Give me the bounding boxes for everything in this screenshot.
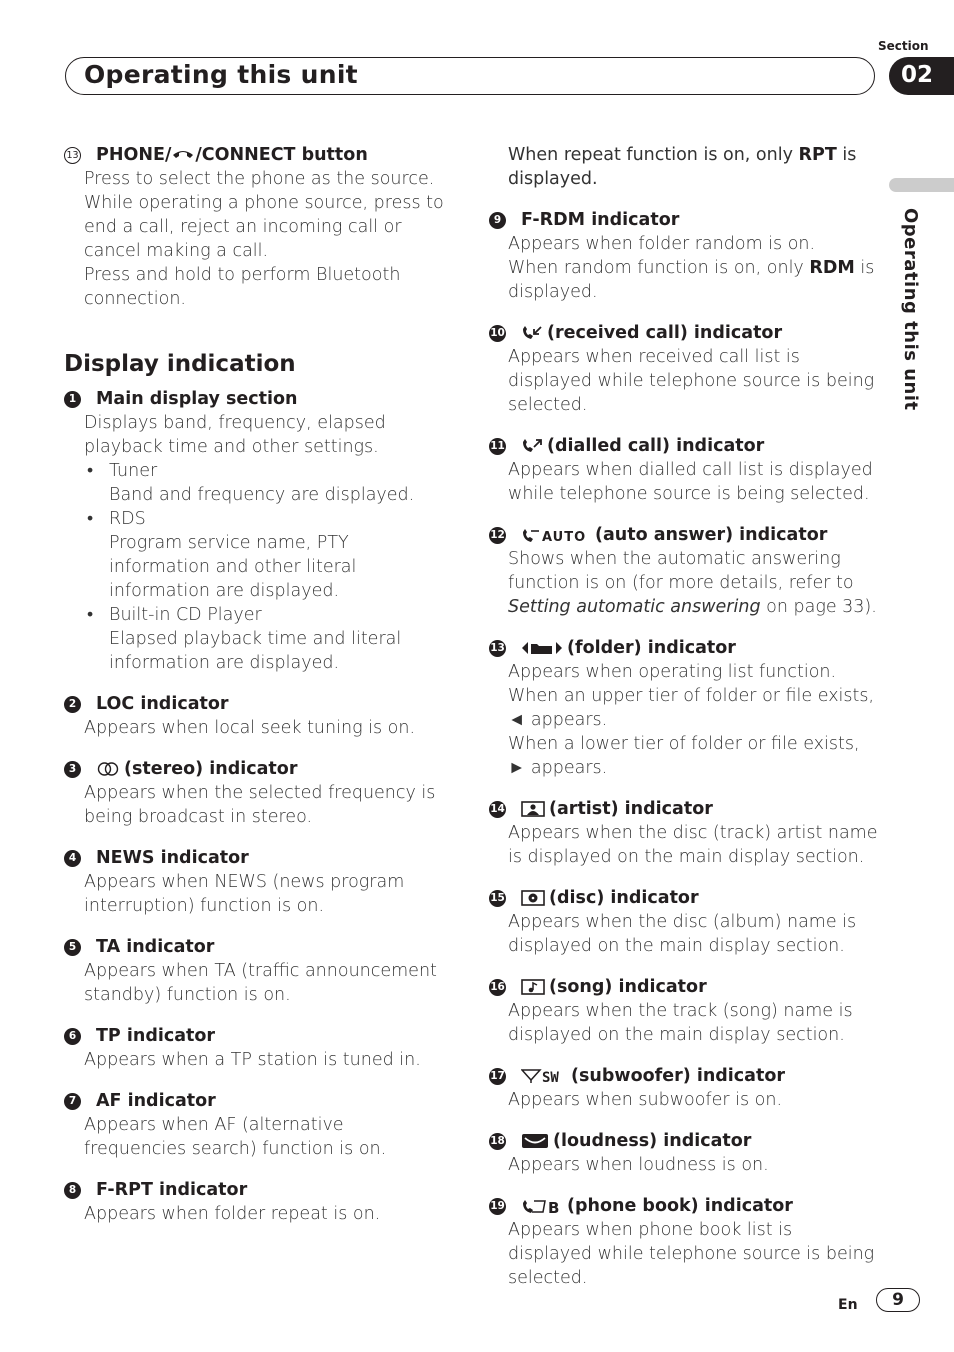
song-icon xyxy=(521,979,545,995)
item-title: (received call) indicator xyxy=(547,323,783,343)
page-header xyxy=(65,57,875,95)
folder-icon xyxy=(521,640,563,656)
item-line: Press and hold to perform Bluetooth connection. xyxy=(84,265,401,309)
list-item xyxy=(489,1064,881,1112)
item-marker: 5 xyxy=(64,939,81,956)
item-marker: 15 xyxy=(489,890,506,907)
item-title: (folder) indicator xyxy=(567,638,736,658)
item-title-part: /CONNECT button xyxy=(195,145,368,165)
item-title: (dialled call) indicator xyxy=(547,436,765,456)
item-text: Appears when phone book list is displayed while telephone source is being selected. xyxy=(508,1220,875,1288)
list-item xyxy=(489,1194,881,1290)
item-line: When an upper tier of folder or file exists, ◄ appears. xyxy=(508,686,875,730)
item-text: Appears when folder random is on. xyxy=(508,234,816,254)
item-line: When a lower tier of folder or file exists, ► appears. xyxy=(508,734,860,778)
item-marker: 16 xyxy=(489,979,506,996)
section-number: 02 xyxy=(889,57,954,95)
bullet-label: • RDS xyxy=(84,507,449,531)
item-marker: 10 xyxy=(489,325,506,342)
loudness-icon xyxy=(521,1133,549,1149)
item-text: Appears when dialled call list is displayed while telephone source is being selected. xyxy=(508,460,873,504)
item-title: NEWS indicator xyxy=(96,848,249,868)
list-item xyxy=(489,1129,881,1177)
item-title: F-RDM indicator xyxy=(521,210,680,230)
item-title: (song) indicator xyxy=(549,977,707,997)
item-marker: 7 xyxy=(64,1093,81,1110)
item-text: Appears when the track (song) name is displayed on the main display section. xyxy=(508,1001,853,1045)
list-item xyxy=(64,692,449,740)
list-item xyxy=(489,523,881,619)
item-title: (auto answer) indicator xyxy=(595,525,828,545)
item-title: (subwoofer) indicator xyxy=(571,1066,785,1086)
list-item xyxy=(489,886,881,958)
list-item xyxy=(489,797,881,869)
item-title: Main display section xyxy=(96,389,298,409)
svg-text:SW: SW xyxy=(542,1070,559,1084)
phone-icon xyxy=(172,148,194,162)
item-title: (disc) indicator xyxy=(549,888,699,908)
continuation-text xyxy=(508,143,881,191)
item-line: While operating a phone source, press to end a call, reject an incoming call or cancel making a call. xyxy=(84,193,444,261)
bullet-desc: Elapsed playback time and literal information are displayed. xyxy=(109,629,402,673)
item-marker: 17 xyxy=(489,1068,506,1085)
item-text: Displays band, frequency, elapsed playback time and other settings. xyxy=(84,413,386,457)
item-title: F-RPT indicator xyxy=(96,1180,248,1200)
list-item xyxy=(489,434,881,506)
item-marker: 9 xyxy=(489,212,506,229)
page-number: 9 xyxy=(876,1288,920,1312)
item-marker: 12 xyxy=(489,527,506,544)
auto-answer-icon xyxy=(521,527,591,543)
disc-icon xyxy=(521,890,545,906)
list-item xyxy=(64,1089,449,1161)
item-text: Appears when local seek tuning is on. xyxy=(84,718,416,738)
item-title: (artist) indicator xyxy=(549,799,713,819)
text-part: Shows when the automatic answering function is on (for more details, refer to xyxy=(508,549,854,593)
item-marker: 2 xyxy=(64,696,81,713)
phone-book-icon xyxy=(521,1198,563,1214)
item-text: Appears when NEWS (news program interruption) function is on. xyxy=(84,872,405,916)
bullet-label: • Tuner xyxy=(84,459,449,483)
list-item xyxy=(489,208,881,304)
artist-icon xyxy=(521,801,545,817)
list-item xyxy=(64,757,449,829)
item-text: Appears when a TP station is tuned in. xyxy=(84,1050,421,1070)
text-bold: RDM xyxy=(809,258,855,278)
subwoofer-icon xyxy=(521,1068,567,1084)
list-item xyxy=(489,321,881,417)
item-marker: 13 xyxy=(64,147,81,164)
item-text: Appears when TA (traffic announcement standby) function is on. xyxy=(84,961,437,1005)
list-item xyxy=(64,935,449,1007)
side-tab-bar xyxy=(889,178,954,192)
text-part: When repeat function is on, only xyxy=(508,145,799,165)
item-title: AF indicator xyxy=(96,1091,216,1111)
stereo-icon xyxy=(96,762,120,776)
text-italic: Setting automatic answering xyxy=(508,597,761,617)
item-marker: 4 xyxy=(64,850,81,867)
text-part: is displayed. xyxy=(508,258,875,302)
item-marker: 8 xyxy=(64,1182,81,1199)
item-text: Appears when the selected frequency is being broadcast in stereo. xyxy=(84,783,436,827)
bullet-desc: Program service name, PTY information and other literal information are displayed. xyxy=(109,533,357,601)
footer-language: En xyxy=(838,1297,858,1313)
item-title: (loudness) indicator xyxy=(553,1131,752,1151)
page-title: Operating this unit xyxy=(84,60,358,89)
text-part: is displayed. xyxy=(508,145,857,189)
item-title: TP indicator xyxy=(96,1026,216,1046)
text-bold: RPT xyxy=(798,145,837,165)
dialled-call-icon xyxy=(521,438,543,454)
side-tab-label: Operating this unit xyxy=(900,208,921,411)
list-item xyxy=(64,387,449,675)
item-title: LOC indicator xyxy=(96,694,229,714)
received-call-icon xyxy=(521,325,543,341)
right-column xyxy=(489,143,881,1307)
section-heading: Display indication xyxy=(64,351,296,377)
item-text xyxy=(508,256,881,304)
item-text: Appears when folder repeat is on. xyxy=(84,1204,381,1224)
item-heading xyxy=(64,143,449,167)
item-marker: 1 xyxy=(64,391,81,408)
item-text: Appears when AF (alternative frequencies search) function is on. xyxy=(84,1115,387,1159)
item-title: (stereo) indicator xyxy=(124,759,298,779)
phone-connect-item xyxy=(64,143,449,311)
item-title-part: PHONE/ xyxy=(96,145,172,165)
bullet-desc: Band and frequency are displayed. xyxy=(109,485,415,505)
item-line: Press to select the phone as the source. xyxy=(84,169,435,189)
left-column xyxy=(64,143,449,1243)
item-text: Appears when subwoofer is on. xyxy=(508,1090,783,1110)
item-title: (phone book) indicator xyxy=(567,1196,793,1216)
item-marker: 6 xyxy=(64,1028,81,1045)
item-marker: 19 xyxy=(489,1198,506,1215)
item-marker: 18 xyxy=(489,1133,506,1150)
text-part: When random function is on, only xyxy=(508,258,810,278)
item-marker: 11 xyxy=(489,438,506,455)
svg-text:AUTO: AUTO xyxy=(542,530,587,543)
item-text: Appears when loudness is on. xyxy=(508,1155,769,1175)
item-text xyxy=(508,547,881,619)
list-item xyxy=(489,636,881,780)
item-marker: 3 xyxy=(64,761,81,778)
svg-text:B: B xyxy=(548,1199,560,1214)
item-title: TA indicator xyxy=(96,937,215,957)
text-part: on page 33). xyxy=(760,597,877,617)
section-label: Section xyxy=(878,39,929,53)
item-text: Appears when the disc (album) name is displayed on the main display section. xyxy=(508,912,857,956)
list-item xyxy=(489,975,881,1047)
list-item xyxy=(64,846,449,918)
list-item xyxy=(64,1178,449,1226)
item-marker: 14 xyxy=(489,801,506,818)
item-text: Appears when the disc (track) artist name is displayed on the main display section. xyxy=(508,823,878,867)
list-item xyxy=(64,1024,449,1072)
item-marker: 13 xyxy=(489,640,506,657)
bullet-label: • Built-in CD Player xyxy=(84,603,449,627)
item-line: Appears when operating list function. xyxy=(508,662,837,682)
item-text: Appears when received call list is displayed while telephone source is being selected. xyxy=(508,347,875,415)
